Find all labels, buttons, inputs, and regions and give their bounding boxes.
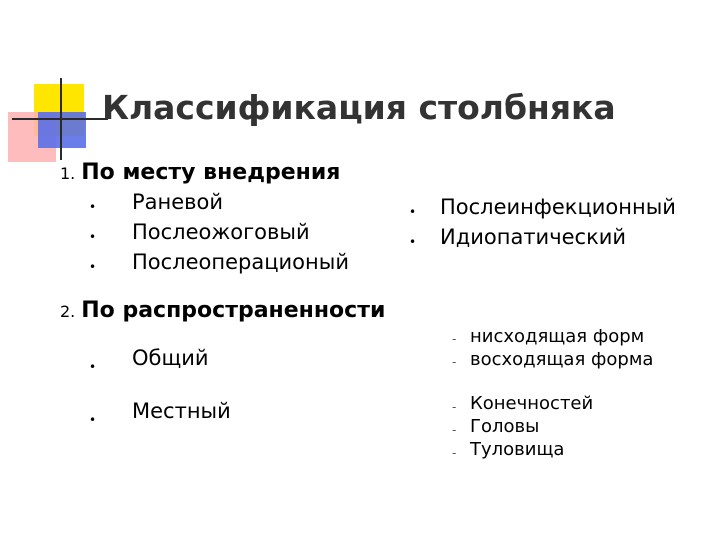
dash-icon: - — [452, 332, 457, 346]
section1-heading-text: По месту внедрения — [81, 160, 341, 185]
bullet-icon: • — [89, 260, 97, 274]
logo-horizontal-line — [12, 118, 108, 120]
list-item-wound: Раневой — [132, 190, 224, 214]
decorative-logo — [0, 0, 110, 170]
section2-heading-text: По распространенности — [81, 298, 386, 323]
bullet-icon: • — [89, 200, 97, 214]
dash-icon: - — [452, 400, 457, 414]
dash-icon: - — [452, 355, 457, 369]
section2-heading — [60, 298, 385, 323]
list-item-local: Местный — [132, 399, 231, 423]
list-item-general: Общий — [132, 346, 209, 370]
bullet-icon: • — [89, 230, 97, 244]
bullet-icon: • — [89, 413, 97, 427]
section2-number: 2. — [60, 302, 76, 321]
dash-icon: - — [452, 446, 457, 460]
subitem-limbs: Конечностей — [470, 393, 594, 414]
subitem-head: Головы — [470, 416, 540, 437]
section1-heading — [60, 160, 340, 185]
dash-icon: - — [452, 423, 457, 437]
list-item-idiopathic: Идиопатический — [440, 225, 627, 249]
bullet-icon: • — [409, 235, 417, 249]
slide-title: Классификация столбняка — [102, 88, 616, 127]
subitem-torso: Туловища — [470, 439, 565, 460]
list-item-postoperative: Послеоперационый — [132, 250, 349, 274]
subitem-descending: нисходящая форм — [470, 326, 645, 347]
list-item-postinfectious: Послеинфекционный — [440, 195, 676, 219]
bullet-icon: • — [89, 360, 97, 374]
bullet-icon: • — [409, 205, 417, 219]
list-item-postburn: Послеожоговый — [132, 220, 310, 244]
subitem-ascending: восходящая форма — [470, 349, 654, 370]
section1-number: 1. — [60, 164, 76, 183]
